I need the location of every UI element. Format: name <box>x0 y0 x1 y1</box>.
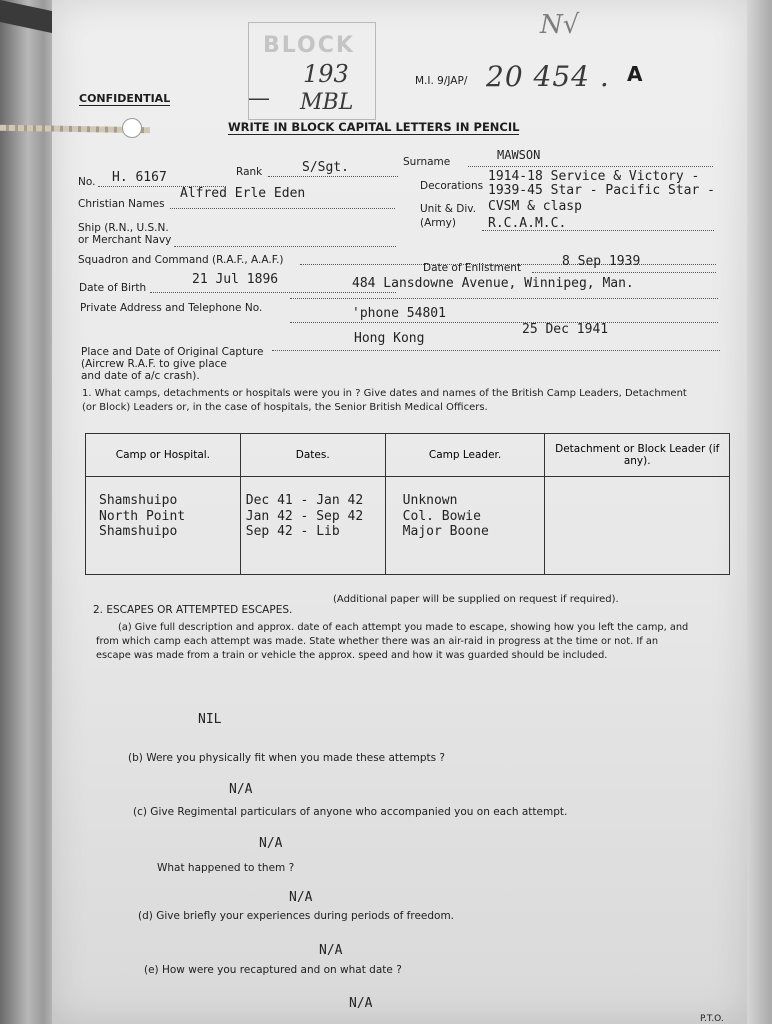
dob-value: 21 Jul 1896 <box>192 272 279 287</box>
q2a-line-2: from which camp each attempt was made. State whether there was an air-raid in progress at the time or not. If an <box>96 636 659 647</box>
q1-text-2: (or Block) Leaders or, in the case of hospitals, the Senior British Medical Officers. <box>82 402 488 413</box>
ship-label-1: Ship (R.N., U.S.N. <box>78 222 169 234</box>
rank-label: Rank <box>236 166 263 178</box>
address-line <box>290 298 718 299</box>
capture-date: 25 Dec 1941 <box>522 322 609 337</box>
phone-value: 'phone 54801 <box>352 306 446 321</box>
capture-label-3: and date of a/c crash). <box>81 370 200 382</box>
camps-cell: Shamshuipo North Point Shamshuipo <box>99 493 186 539</box>
stamp-handwritten-number: 193 <box>303 60 349 88</box>
enlistment-value: 8 Sep 1939 <box>562 254 641 269</box>
punch-hole <box>122 118 142 138</box>
table-header-leader: Camp Leader. <box>385 434 545 477</box>
camps-table <box>85 433 730 575</box>
unit-label-1: Unit & Div. <box>420 203 476 215</box>
ship-line <box>174 246 396 247</box>
reference-label: M.I. 9/JAP/ <box>415 75 468 87</box>
christian-names-value: Alfred Erle Eden <box>180 186 306 201</box>
unit-value: R.C.A.M.C. <box>488 216 567 231</box>
table-header-row <box>86 434 730 477</box>
q2d-answer: N/A <box>319 943 343 958</box>
rank-value: S/Sgt. <box>302 160 349 175</box>
stamp-text: BLOCK <box>263 33 355 58</box>
dob-label: Date of Birth <box>79 282 147 294</box>
q1-text-1: 1. What camps, detachments or hospitals were you in ? Give dates and names of the British Camp Leaders, Detachment <box>82 388 687 399</box>
table-header-camp: Camp or Hospital. <box>86 434 241 477</box>
q2d-question: (d) Give briefly your experiences during periods of freedom. <box>138 910 455 922</box>
decorations-value-3: CVSM & clasp <box>488 199 582 214</box>
capture-label-1: Place and Date of Original Capture <box>81 346 264 358</box>
capture-line <box>272 350 720 351</box>
christian-names-line <box>170 208 395 209</box>
capture-place: Hong Kong <box>354 331 425 346</box>
number-label: No. <box>78 176 96 188</box>
unit-label-2: (Army) <box>420 217 456 229</box>
q2-heading: 2. ESCAPES OR ATTEMPTED ESCAPES. <box>93 604 293 616</box>
q2e-question: (e) How were you recaptured and on what date ? <box>144 964 402 976</box>
q2b-answer: N/A <box>229 782 253 797</box>
confidential-label: CONFIDENTIAL <box>79 92 171 105</box>
q2c2-answer: N/A <box>289 890 313 905</box>
dob-line <box>150 292 396 293</box>
reference-suffix: A <box>627 62 643 86</box>
enlistment-label: Date of Enlistment <box>423 262 522 274</box>
address-label: Private Address and Telephone No. <box>80 302 263 314</box>
instruction-heading: WRITE IN BLOCK CAPITAL LETTERS IN PENCIL <box>228 120 520 134</box>
pto-label: P.T.O. <box>700 1014 724 1024</box>
decorations-value-1: 1914-18 Service & Victory - <box>488 169 700 184</box>
table-header-dates: Dates. <box>240 434 385 477</box>
corner-handwriting: N√ <box>540 10 580 40</box>
number-value: H. 6167 <box>112 170 167 185</box>
table-row <box>86 477 730 575</box>
q2b-question: (b) Were you physically fit when you made these attempts ? <box>128 752 445 764</box>
detachment-cell <box>546 478 728 493</box>
decorations-value-2: 1939-45 Star - Pacific Star - <box>488 183 715 198</box>
q2a-line-3: escape was made from a train or vehicle the approx. speed and how it was guarded should be included. <box>96 650 608 661</box>
surname-label: Surname <box>403 156 451 168</box>
rank-line <box>268 176 398 177</box>
q2c-question: (c) Give Regimental particulars of anyone who accompanied you on each attempt. <box>133 806 568 818</box>
capture-label-2: (Aircrew R.A.F. to give place <box>81 358 227 370</box>
handwritten-initials: MBL <box>300 90 354 115</box>
dates-cell: Dec 41 - Jan 42 Jan 42 - Sep 42 Sep 42 - Lib <box>245 493 364 539</box>
handwritten-stroke: — <box>248 86 270 111</box>
leaders-cell: Unknown Col. Bowie Major Boone <box>402 493 489 539</box>
surname-line <box>468 166 713 167</box>
christian-names-label: Christian Names <box>78 198 165 210</box>
q2a-answer: NIL <box>198 712 222 727</box>
ship-label-2: or Merchant Navy <box>78 234 172 246</box>
squadron-label: Squadron and Command (R.A.F., A.A.F.) <box>78 254 284 266</box>
decorations-label: Decorations <box>420 180 484 192</box>
table-header-detachment: Detachment or Block Leader (if any). <box>545 434 730 477</box>
phone-line <box>290 322 718 323</box>
surname-value: MAWSON <box>497 148 541 162</box>
q2-heading-note: (Additional paper will be supplied on request if required). <box>333 594 619 605</box>
enlistment-line <box>532 272 716 273</box>
q2a-line-1: (a) Give full description and approx. date of each attempt you made to escape, showing how you left the camp, and <box>118 622 689 633</box>
reference-number: 20 454 . <box>486 60 610 93</box>
address-value: 484 Lansdowne Avenue, Winnipeg, Man. <box>352 276 634 291</box>
q2c2-question: What happened to them ? <box>157 862 295 874</box>
q2e-answer: N/A <box>349 996 373 1011</box>
q2c-answer: N/A <box>259 836 283 851</box>
